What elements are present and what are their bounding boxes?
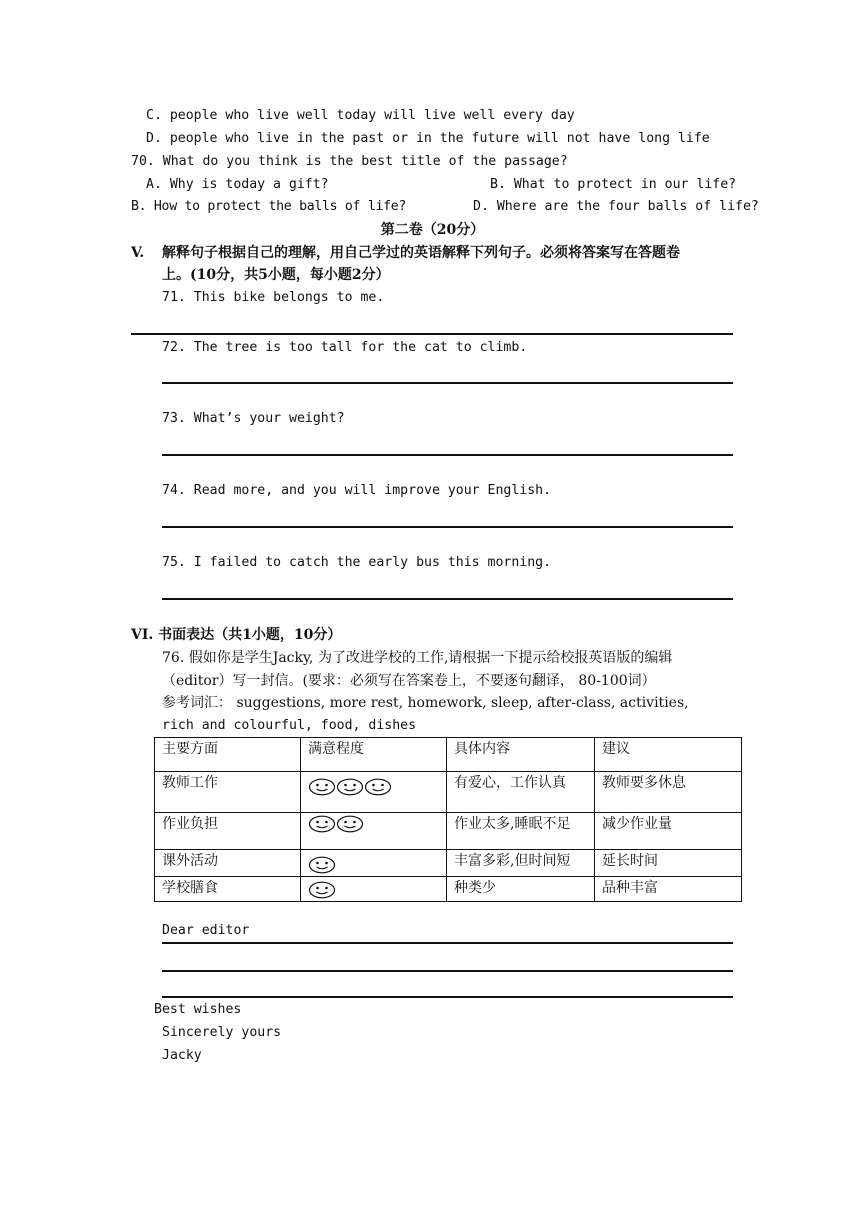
item-71: 71. This bike belongs to me. <box>162 290 385 305</box>
table-row <box>155 813 742 850</box>
smiley-face-icon <box>336 778 364 796</box>
letter-closing-wishes: Best wishes <box>154 1002 242 1017</box>
answer-line-75 <box>162 598 733 600</box>
section5-heading-line1: 解释句子根据自己的理解，用自己学过的英语解释下列句子。必须将答案写在答题卷 <box>162 245 680 261</box>
row-aspect: 学校膳食 <box>155 877 301 902</box>
row-detail: 有爱心，工作认真 <box>447 772 595 813</box>
answer-line-73 <box>162 454 733 456</box>
header-aspect: 主要方面 <box>155 738 301 772</box>
option-d: D. people who live in the past or in the future will not have long life <box>146 131 710 146</box>
header-satisfaction: 满意程度 <box>301 738 447 772</box>
letter-greeting: Dear editor <box>162 923 250 938</box>
question-70: 70. What do you think is the best title of the passage? <box>131 154 568 169</box>
row-advice: 减少作业量 <box>595 813 742 850</box>
smiley-face-icon <box>308 856 336 874</box>
row-detail: 作业太多,睡眠不足 <box>447 813 595 850</box>
letter-line-1 <box>162 942 733 944</box>
row-advice: 延长时间 <box>595 850 742 877</box>
row-detail: 种类少 <box>447 877 595 902</box>
row-satisfaction <box>301 772 447 813</box>
row-detail: 丰富多彩,但时间短 <box>447 850 595 877</box>
smiley-face-icon <box>308 881 336 899</box>
row-satisfaction <box>301 850 447 877</box>
q70-option-a: A. Why is today a gift? <box>146 177 329 192</box>
q70-option-d: D. Where are the four balls of life? <box>473 199 759 214</box>
smiley-group <box>308 879 439 899</box>
section5-heading-line2: 上。(10分，共5小题，每小题2分） <box>162 267 390 283</box>
header-detail: 具体内容 <box>447 738 595 772</box>
row-satisfaction <box>301 877 447 902</box>
letter-signature: Jacky <box>162 1048 202 1063</box>
answer-line-71 <box>131 333 733 335</box>
writing-prompt-line2: （editor）写一封信。(要求：必须写在答案卷上，不要逐句翻译， 80-100词） <box>162 673 656 689</box>
survey-table <box>154 737 742 902</box>
smiley-face-icon <box>336 815 364 833</box>
q70-option-b2: B. How to protect the balls of life? <box>131 199 407 214</box>
table-row <box>155 850 742 877</box>
row-advice: 教师要多休息 <box>595 772 742 813</box>
q70-option-b: B. What to protect in our life? <box>490 177 737 192</box>
row-advice: 品种丰富 <box>595 877 742 902</box>
header-advice: 建议 <box>595 738 742 772</box>
smiley-group <box>308 774 439 796</box>
letter-closing-sincerely: Sincerely yours <box>162 1025 282 1040</box>
option-c: C. people who live well today will live well every day <box>146 108 575 123</box>
writing-prompt-line1: 76. 假如你是学生Jacky, 为了改进学校的工作,请根据一下提示给校报英语版的编辑 <box>162 650 673 666</box>
table-header-row <box>155 738 742 772</box>
vocab-line1: 参考词汇： suggestions, more rest, homework, sleep, after-class, activities, <box>162 695 689 711</box>
smiley-face-icon <box>308 815 336 833</box>
answer-line-74 <box>162 526 733 528</box>
item-72: 72. The tree is too tall for the cat to climb. <box>162 340 528 355</box>
section6-heading: VI. 书面表达（共1小题，10分） <box>131 627 342 643</box>
letter-line-3 <box>162 996 733 998</box>
row-satisfaction <box>301 813 447 850</box>
item-74: 74. Read more, and you will improve your English. <box>162 483 552 498</box>
table-row <box>155 877 742 902</box>
section5-number: V. <box>131 245 145 261</box>
item-75: 75. I failed to catch the early bus this morning. <box>162 555 552 570</box>
smiley-face-icon <box>308 778 336 796</box>
answer-line-72 <box>162 382 733 384</box>
smiley-face-icon <box>364 778 392 796</box>
smiley-group <box>308 815 439 833</box>
table-row <box>155 772 742 813</box>
part2-title: 第二卷（20分） <box>380 222 485 238</box>
vocab-line2: rich and colourful, food, dishes <box>162 718 417 733</box>
row-aspect: 作业负担 <box>155 813 301 850</box>
row-aspect: 教师工作 <box>155 772 301 813</box>
letter-line-2 <box>162 970 733 972</box>
row-aspect: 课外活动 <box>155 850 301 877</box>
smiley-group <box>308 852 439 874</box>
item-73: 73. What’s your weight? <box>162 411 345 426</box>
